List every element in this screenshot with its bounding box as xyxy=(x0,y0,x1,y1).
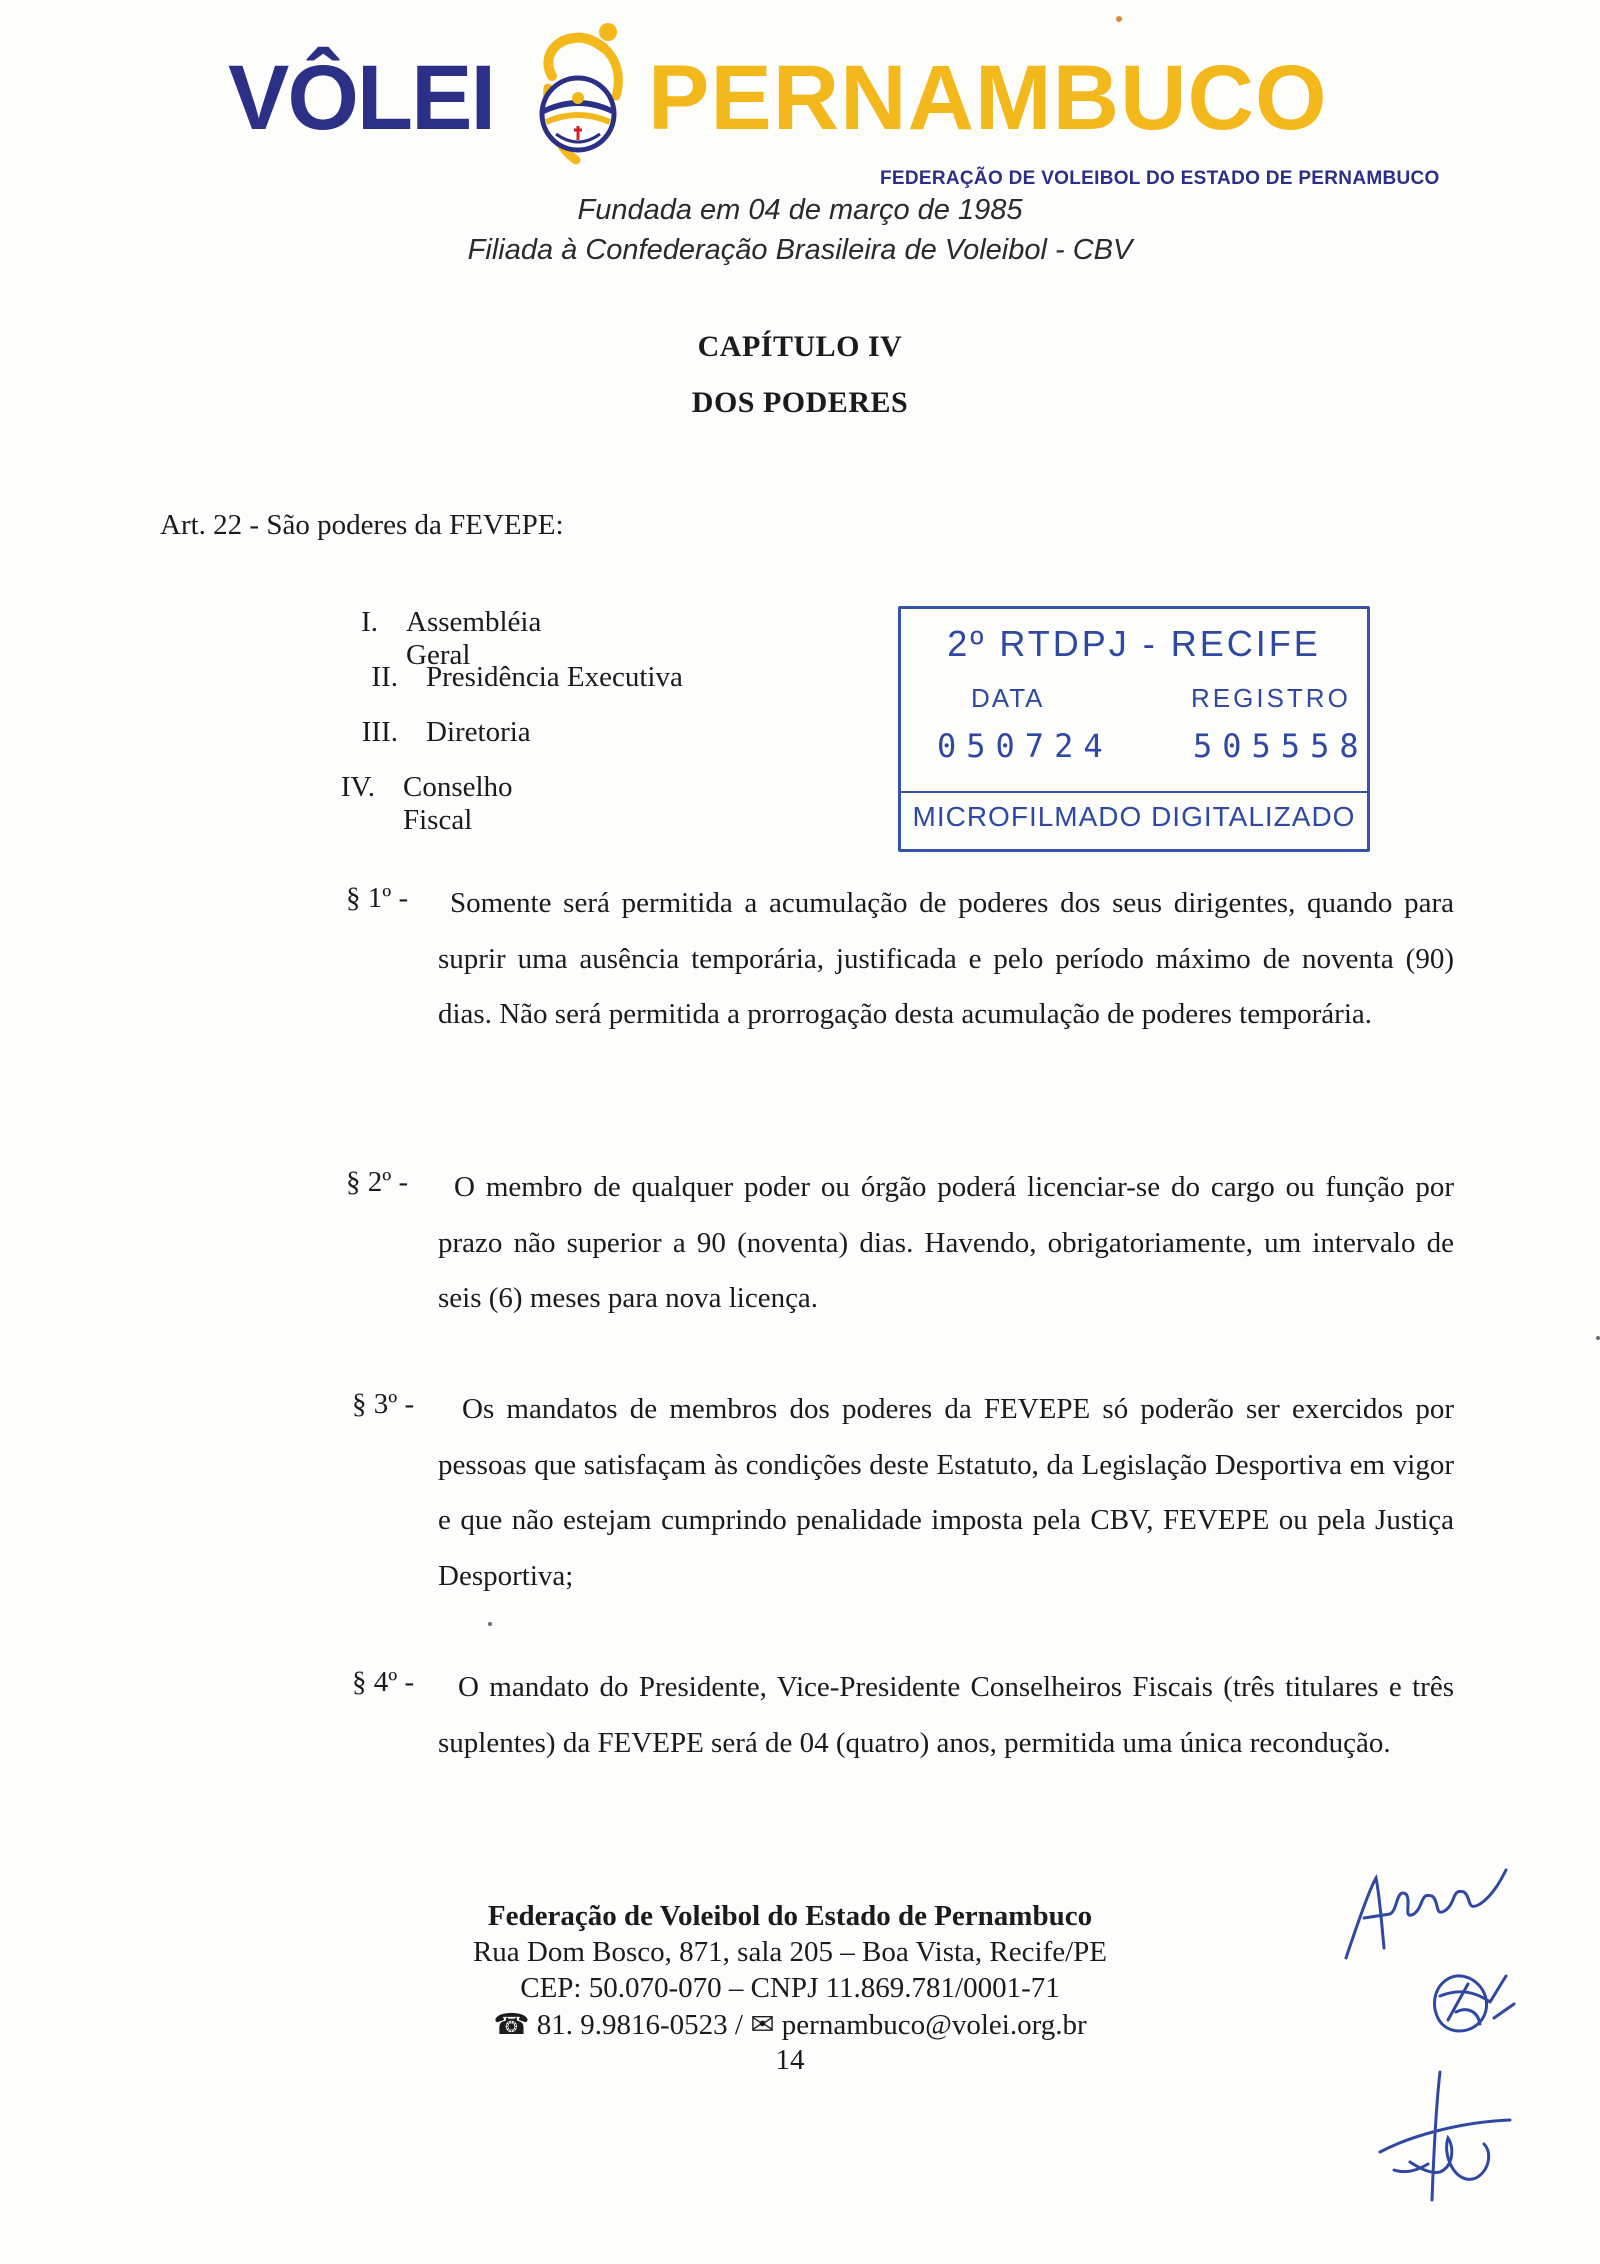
paragraph-1-label: § 1º - xyxy=(346,882,409,914)
paragraph-4-label: § 4º - xyxy=(352,1666,415,1698)
ink-speck xyxy=(488,1622,492,1626)
stamp-date-value: 050724 xyxy=(937,727,1113,765)
footer-email: pernambuco@volei.org.br xyxy=(781,2009,1087,2041)
article-22-heading: Art. 22 - São poderes da FEVEPE: xyxy=(160,509,564,541)
stamp-divider xyxy=(901,791,1367,793)
ink-speck xyxy=(1596,1336,1600,1340)
list-item-number: I. xyxy=(361,606,379,638)
paragraph-3-text: Os mandatos de membros dos poderes da FEVEPE só poderão ser exercidos por pessoas que satisfaçam às condições deste Estatuto, da Legislação Desportiva em vigor e que não estejam cumprindo penalidade imposta pela CBV, FEVEPE ou pela Justiça Desportiva; xyxy=(438,1393,1454,1592)
list-item xyxy=(318,716,531,749)
paragraph-2-label: § 2º - xyxy=(346,1166,409,1198)
paragraph-4-text: O mandato do Presidente, Vice-Presidente Conselheiros Fiscais (três titulares e três suplentes) da FEVEPE será de 04 (quatro) anos, permitida uma única recondução. xyxy=(438,1671,1454,1759)
ink-speck xyxy=(1116,16,1122,22)
list-item-number: II. xyxy=(371,661,398,693)
footer-phone: 81. 9.9816-0523 / xyxy=(536,2009,743,2041)
federation-subtitle: FEDERAÇÃO DE VOLEIBOL DO ESTADO DE PERNAMBUCO xyxy=(880,168,1440,189)
phone-icon: ☎ xyxy=(493,2009,530,2041)
handwritten-signature-2 xyxy=(1420,1968,1520,2048)
founded-line: Fundada em 04 de março de 1985 xyxy=(577,194,1023,226)
logo-text-volei: VÔLEI xyxy=(228,47,495,149)
stamp-registry-value: 505558 xyxy=(1193,727,1369,765)
list-item xyxy=(318,771,536,837)
registry-stamp xyxy=(898,606,1370,852)
stamp-registry-label: REGISTRO xyxy=(1191,683,1351,713)
stamp-title: 2º RTDPJ - RECIFE xyxy=(947,623,1321,664)
logo-text-pernambuco: PERNAMBUCO xyxy=(648,47,1328,149)
list-item-label: Diretoria xyxy=(426,716,531,748)
list-item-number: IV. xyxy=(340,771,375,803)
page-number: 14 xyxy=(775,2044,805,2076)
paragraph-3-label: § 3º - xyxy=(352,1388,415,1420)
stamp-date-label: DATA xyxy=(971,683,1045,713)
list-item-label: Conselho Fiscal xyxy=(402,771,513,836)
list-item-label: Assembléia Geral xyxy=(406,606,542,671)
envelope-icon: ✉ xyxy=(750,2007,775,2041)
chapter-title: DOS PODERES xyxy=(691,386,909,419)
footer-address: Rua Dom Bosco, 871, sala 205 – Boa Vista, Recife/PE xyxy=(472,1936,1108,1968)
footer-org-name: Federação de Voleibol do Estado de Pernambuco xyxy=(487,1900,1093,1932)
chapter-number: CAPÍTULO IV xyxy=(697,330,903,363)
footer-cep-cnpj: CEP: 50.070-070 – CNPJ 11.869.781/0001-71 xyxy=(520,1972,1060,2004)
affiliation-line: Filiada à Confederação Brasileira de Voleibol - CBV xyxy=(467,234,1133,266)
footer-contact xyxy=(380,2006,1200,2043)
stamp-footer: MICROFILMADO DIGITALIZADO xyxy=(912,801,1356,832)
list-item-number: III. xyxy=(361,716,398,748)
list-item xyxy=(318,661,683,694)
paragraph-2-text: O membro de qualquer poder ou órgão poderá licenciar-se do cargo ou função por prazo não superior a 90 (noventa) dias. Havendo, obrigatoriamente, um intervalo de seis (6) meses para nova licença. xyxy=(438,1171,1454,1314)
list-item-label: Presidência Executiva xyxy=(426,661,683,693)
handwritten-signature-1 xyxy=(1336,1848,1512,1968)
paragraph-1-text: Somente será permitida a acumulação de poderes dos seus dirigentes, quando para suprir uma ausência temporária, justificada e pelo período máximo de noventa (90) dias. Não será permitida a prorrogação desta acumulação de poderes temporária. xyxy=(438,887,1454,1030)
handwritten-signature-3 xyxy=(1370,2066,1520,2206)
volleyball-player-emblem-icon xyxy=(512,18,652,168)
